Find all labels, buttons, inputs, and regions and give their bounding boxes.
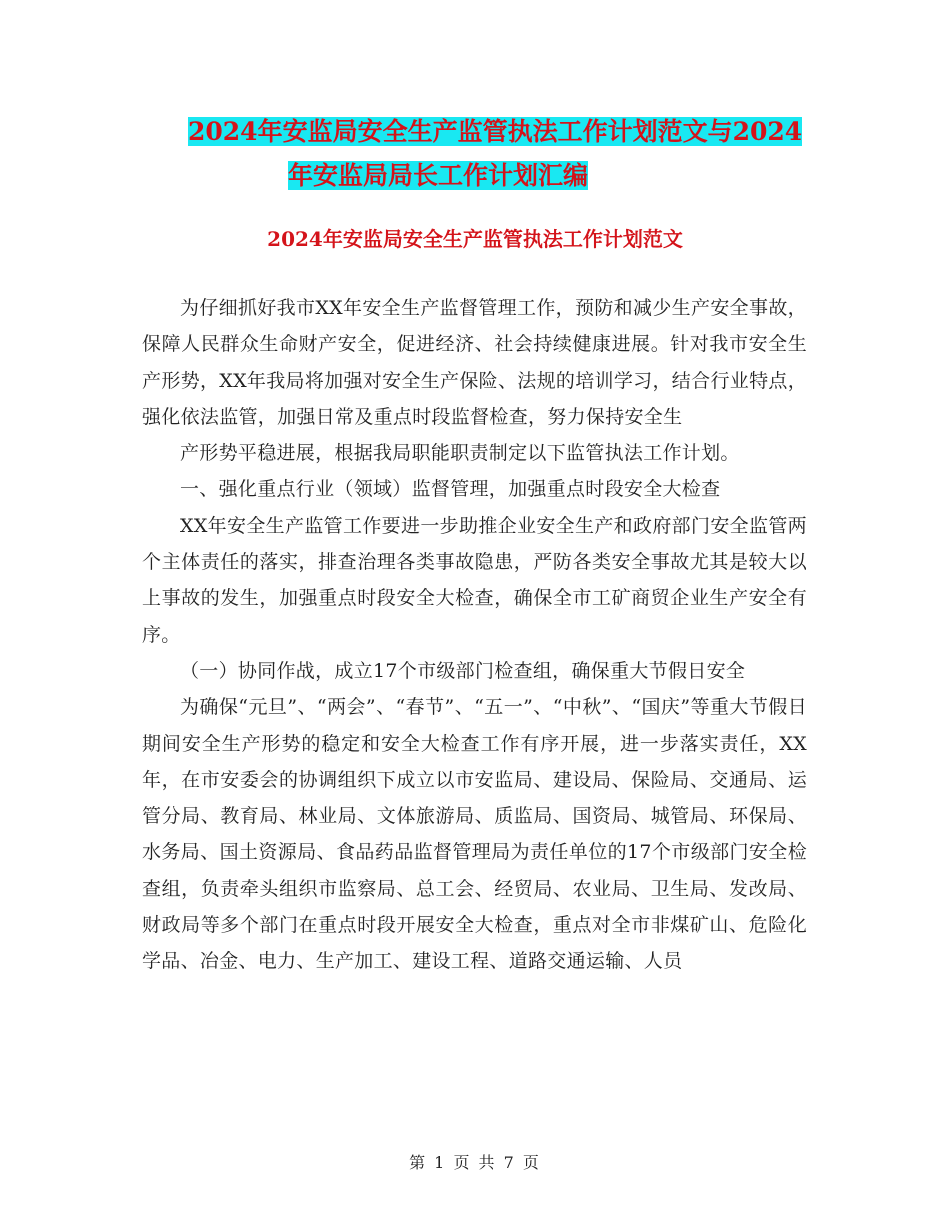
page-footer: 第 1 页 共 7 页	[409, 1153, 541, 1172]
paragraph: XX年安全生产监管工作要进一步助推企业安全生产和政府部门安全监管两个主体责任的落实，排查治理各类事故隐患，严防各类安全事故尤其是较大以上事故的发生，加强重点时段安全大检查，确保全市工矿商贸企业生产安全有序。	[142, 514, 807, 646]
section-title: 2024年安监局安全生产监管执法工作计划范文	[267, 227, 683, 251]
paragraph: 为确保“元旦”、“两会”、“春节”、“五一”、“中秋”、“国庆”等重大节假日期间安全生产形势的稳定和安全大检查工作有序开展，进一步落实责任，XX年，在市安委会的协调组织下成立以市安监局、建设局、保险局、交通局、运管分局、教育局、林业局、文体旅游局、质监局、国资局、城管局、环保局、水务局、国土资源局、食品药品监督管理局为责任单位的17个市级部门安全检查组，负责牵头组织市监察局、总工会、经贸局、农业局、卫生局、发改局、财政局等多个部门在重点时段开展安全大检查，重点对全市非煤矿山、危险化学品、冶金、电力、生产加工、建设工程、道路交通运输、人员	[142, 696, 807, 973]
paragraph: 为仔细抓好我市XX年安全生产监督管理工作，预防和减少生产安全事故，保障人民群众生命财产安全，促进经济、社会持续健康进展。针对我市安全生产形势，XX年我局将加强对安全生产保险、法规的培训学习，结合行业特点，强化依法监管，加强日常及重点时段监督检查，努力保持安全生	[142, 297, 807, 428]
document-title-line-1: 2024年安监局安全生产监管执法工作计划范文与2024	[188, 117, 803, 146]
paragraph: 产形势平稳进展，根据我局职能职责制定以下监管执法工作计划。	[180, 442, 740, 465]
document-body	[142, 290, 807, 980]
document-title-line-2: 年安监局局长工作计划汇编	[288, 161, 589, 190]
paragraph: （一）协同作战，成立17个市级部门检查组，确保重大节假日安全	[180, 659, 746, 682]
paragraph: 一、强化重点行业（领域）监督管理，加强重点时段安全大检查	[180, 478, 721, 501]
